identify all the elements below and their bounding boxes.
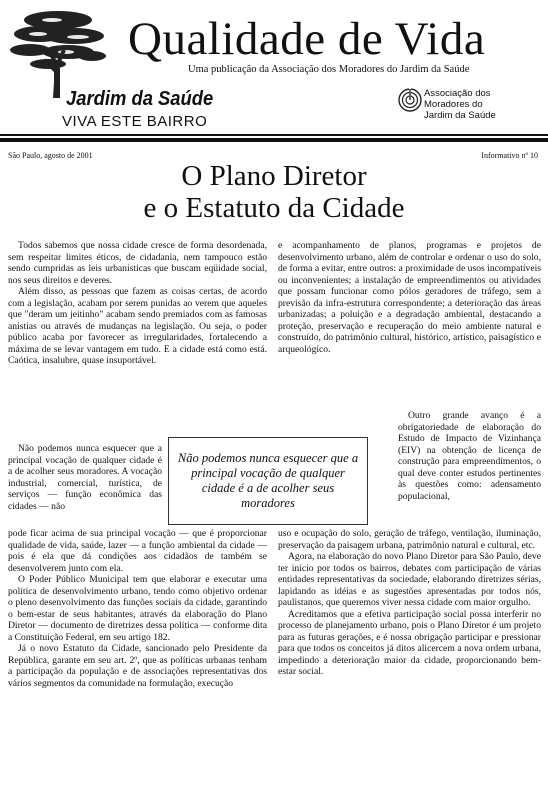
masthead-rule [0, 134, 548, 136]
place-date: São Paulo, agosto de 2001 [8, 151, 93, 160]
bairro-name: Jardim da Saúde [66, 88, 214, 110]
paragraph: Agora, na elaboração do novo Plano Diretor para São Paulo, deve ter início por todos os bairros, debates com participação de várias entidades representativas da sociedade, elaborando diretrizes sérias, lapidando as idéias e as sugestões apresentadas por todos nós, paulistanos, que queremos viver nessa cidade com maior orgulho. [278, 551, 541, 608]
issue-number: Informativo nº 10 [481, 151, 538, 160]
article-column-2-top [278, 240, 541, 355]
headline-line1: O Plano Diretor [181, 160, 367, 192]
article-column-1-narrow [8, 443, 162, 512]
article-column-2-narrow [398, 410, 541, 502]
article-column-2-bottom [278, 528, 541, 678]
masthead-rule-thick [0, 138, 548, 142]
paragraph: Não podemos nunca esquecer que a principal vocação de qualquer cidade é a de acolher seus moradores. A vocação industrial, comercial, turística, de serviços — função econômica das cidades — não [8, 443, 162, 512]
paragraph: e acompanhamento de planos, programas e projetos de desenvolvimento urbano, além de controlar e ordenar o uso do solo, de forma a evitar, entre outros: a proximidade de usos incompatíveis ou inconvenientes; a instalação de empreendimentos ou atividades que possam funcionar como pólos geradores de tráfego, sem a previsão da infra-estrutura correspondente; a deterioração das áreas urbanizadas; a poluição e a degradação ambiental, destacando a proteção, preservação e recuperação do meio ambiente natural e construído, do patrimônio cultural, histórico, artístico, paisagístico e arqueológico. [278, 240, 541, 355]
paragraph: Acreditamos que a efetiva participação social possa interferir no processo de planejamento urbano, pois o Plano Diretor é um projeto para as futuras gerações, e é nossa obrigação participar e pressionar para que todos os conceitos já ditos alicercem a nova ordem urbana, impedindo a deterioração maior da cidade, proporcionando bem-estar social. [278, 608, 541, 677]
headline-line2: e o Estatuto da Cidade [143, 192, 405, 224]
paragraph: O Poder Público Municipal tem que elaborar e executar uma política de desenvolvimento urbano, tendo como objetivo ordenar o pleno desenvolvimento das funções sociais da cidade, garantindo o bem-estar de seus habitantes, através da elaboração do Plano Diretor — documento de diretrizes dessa política — conforme dita a Constituição Federal, em seu artigo 182. [8, 574, 267, 643]
masthead-title: Qualidade de Vida [128, 13, 486, 65]
bairro-tagline: VIVA ESTE BAIRRO [62, 113, 208, 130]
paragraph: Outro grande avanço é a obrigatoriedade de elaboração do Estudo de Impacto de Vizinhança (EIV) na obtenção de licença de construção para empreendimentos, o qual deve conter estudos pertinentes às questões como: adensamento populacional, [398, 410, 541, 502]
article-column-1-bottom [8, 528, 267, 689]
circular-assoc-logo-icon [398, 88, 422, 112]
association-name: Associação dos Moradores do Jardim da Saúde [424, 88, 496, 121]
paragraph: uso e ocupação do solo, geração de tráfego, ventilação, iluminação, preservação da paisagem urbana, patrimônio natural e cultural, etc. [278, 528, 541, 551]
article-column-1-top [8, 240, 267, 367]
paragraph: Além disso, as pessoas que fazem as coisas certas, de acordo com a legislação, acabam por serem punidas ao verem que aqueles que "deram um jeitinho" acabam sendo premiados com as famosas anistias ou através de mudanças na legislação. Ou seja, o poder público acaba por favorecer as irregularidades, fortalecendo a máxima de se levar vantagem em tudo. E a cidade está como está. Caótica, insalubre, quase insuportável. [8, 286, 267, 366]
paragraph: Já o novo Estatuto da Cidade, sancionado pelo Presidente da República, garante em seu art. 2º, que as políticas urbanas tenham a participação da população e de associações representativas dos vários segmentos da comunidade na formulação, execução [8, 643, 267, 689]
tree-logo-icon [8, 6, 108, 98]
paragraph: Todos sabemos que nossa cidade cresce de forma desordenada, sem respeitar limites éticos, de cidadania, nem tampouco estão sendo cumpridas as leis urbanísticas que buscam eqüidade social, nos seus direitos e deveres. [8, 240, 267, 286]
headline [0, 160, 548, 224]
pull-quote: Não podemos nunca esquecer que a principal vocação de qualquer cidade é a de acolher seus moradores [168, 437, 368, 525]
masthead-subtitle: Uma publicação da Associação dos Moradores do Jardim da Saúde [188, 64, 470, 75]
paragraph: pode ficar acima de sua principal vocação — que é proporcionar qualidade de vida, saúde, lazer — a função ambiental da cidade — pois é ela que dá condições aos cidadãos de também se desenvolverem junto com ela. [8, 528, 267, 574]
